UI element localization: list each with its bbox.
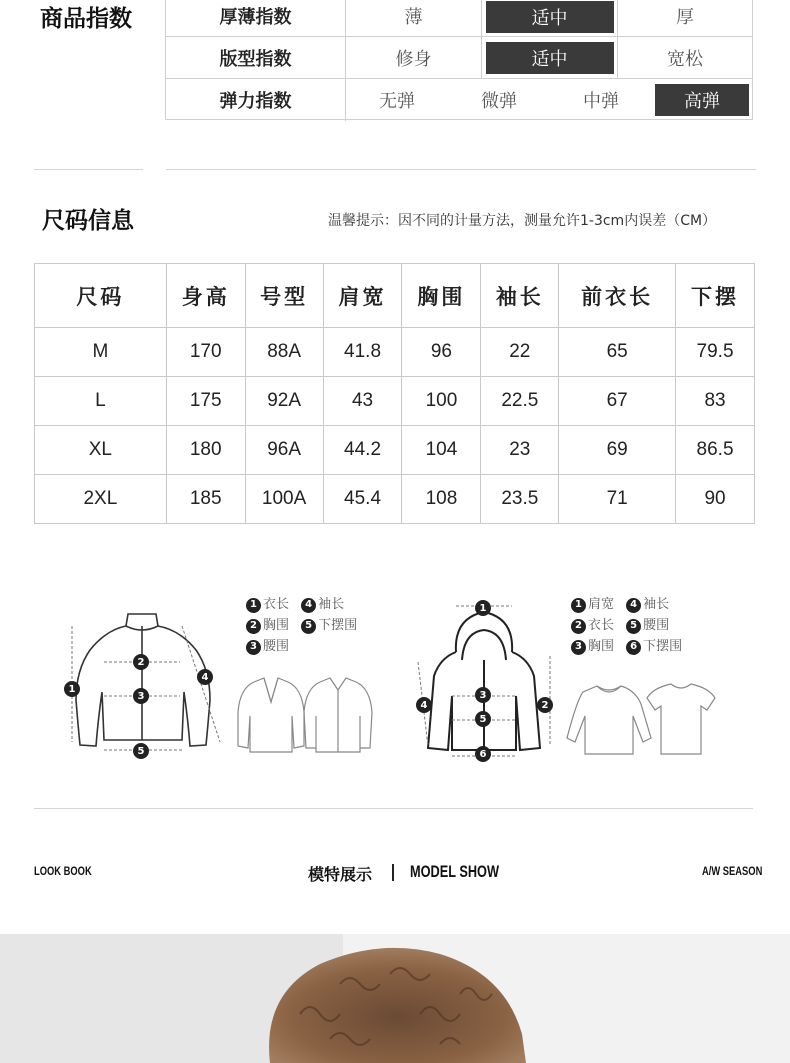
blazer-and-shirt-icons [234, 672, 382, 758]
legend-item [571, 616, 614, 636]
table-cell: 100 [402, 377, 481, 426]
model-show-title-en: MODEL SHOW [410, 862, 500, 881]
table-cell: 170 [166, 328, 245, 377]
table-cell: 69 [559, 426, 676, 475]
legend-label: 腰围 [263, 639, 290, 654]
table-cell: 180 [166, 426, 245, 475]
legend-label: 下摆围 [318, 618, 358, 633]
index-label: 版型指数 [166, 37, 346, 79]
look-book-label: LOOK BOOK [34, 864, 92, 878]
table-cell: 86.5 [676, 426, 755, 475]
selected-label: 高弹 [655, 84, 749, 116]
index-label: 弹力指数 [166, 79, 346, 121]
divider [34, 169, 143, 170]
legend-label: 衣长 [263, 597, 290, 612]
table-cell: 71 [559, 475, 676, 524]
size-info-title: 尺码信息 [42, 208, 134, 234]
divider [34, 808, 753, 809]
table-cell: 79.5 [676, 328, 755, 377]
legend-number: 5 [301, 619, 316, 634]
legend-item [246, 616, 289, 636]
index-option: 无弹 [379, 91, 415, 112]
table-cell: 43 [323, 377, 402, 426]
table-cell: 92A [245, 377, 323, 426]
product-index-table [165, 0, 753, 120]
model-show-title-cn: 模特展示 [308, 865, 373, 884]
legend-left [246, 594, 376, 657]
index-option-selected [482, 0, 618, 37]
legend-label: 袖长 [643, 597, 670, 612]
marker-3: 3 [475, 687, 491, 703]
table-cell: 41.8 [323, 328, 402, 377]
marker-5: 5 [475, 711, 491, 727]
sweater-and-tshirt-icons [563, 680, 718, 760]
legend-item [571, 595, 614, 615]
column-header: 胸围 [402, 264, 481, 328]
column-header: 下摆 [676, 264, 755, 328]
table-cell: 23 [481, 426, 559, 475]
table-cell: 44.2 [323, 426, 402, 475]
legend-number: 3 [571, 640, 586, 655]
marker-1: 1 [475, 600, 491, 616]
model-photo [0, 934, 790, 1063]
table-cell: 90 [676, 475, 755, 524]
column-header: 号型 [245, 264, 323, 328]
legend-label: 腰围 [643, 618, 670, 633]
column-header: 尺码 [35, 264, 167, 328]
index-option-selected [652, 79, 752, 121]
marker-3: 3 [133, 688, 149, 704]
legend-label: 肩宽 [588, 597, 615, 612]
legend-number: 4 [301, 598, 316, 613]
legend-number: 3 [246, 640, 261, 655]
index-label: 厚薄指数 [166, 0, 346, 37]
table-cell: 175 [166, 377, 245, 426]
table-cell: 88A [245, 328, 323, 377]
column-header: 袖长 [481, 264, 559, 328]
table-cell: 108 [402, 475, 481, 524]
hoodie-measure-illustration [404, 596, 564, 766]
size-tip: 温馨提示：因不同的计量方法，测量允许1-3cm内误差（CM） [328, 213, 717, 229]
table-cell: 2XL [35, 475, 167, 524]
legend-item [246, 595, 289, 615]
legend-right [571, 594, 711, 657]
legend-number: 6 [626, 640, 641, 655]
index-option: 修身 [346, 37, 482, 79]
legend-item [626, 616, 669, 636]
table-cell: M [35, 328, 167, 377]
table-cell: L [35, 377, 167, 426]
season-label: A/W SEASON [702, 864, 763, 878]
legend-item [301, 616, 357, 636]
marker-5: 5 [133, 743, 149, 759]
table-cell: 100A [245, 475, 323, 524]
legend-number: 5 [626, 619, 641, 634]
legend-number: 4 [626, 598, 641, 613]
product-index-title: 商品指数 [40, 6, 132, 32]
index-option: 中弹 [583, 91, 619, 112]
table-cell: 67 [559, 377, 676, 426]
table-cell: 22.5 [481, 377, 559, 426]
legend-label: 下摆围 [643, 639, 683, 654]
legend-number: 1 [246, 598, 261, 613]
index-row-elasticity [166, 78, 752, 121]
index-option: 厚 [676, 7, 694, 28]
legend-number: 2 [246, 619, 261, 634]
index-option: 宽松 [667, 49, 703, 70]
column-header: 身高 [166, 264, 245, 328]
legend-item [626, 595, 669, 615]
table-cell: 45.4 [323, 475, 402, 524]
legend-number: 1 [571, 598, 586, 613]
size-table-header [35, 264, 755, 328]
index-option: 薄 [346, 0, 482, 37]
marker-6: 6 [475, 746, 491, 762]
table-cell: 96A [245, 426, 323, 475]
table-cell: 22 [481, 328, 559, 377]
legend-label: 衣长 [588, 618, 615, 633]
index-row-thickness [166, 0, 752, 37]
table-row [35, 426, 755, 475]
marker-4: 4 [197, 669, 213, 685]
table-cell: 65 [559, 328, 676, 377]
legend-label: 胸围 [263, 618, 290, 633]
legend-item [301, 595, 344, 615]
model-hair-illustration [0, 934, 790, 1063]
column-header: 肩宽 [323, 264, 402, 328]
title-separator [392, 864, 394, 881]
marker-2: 2 [537, 697, 553, 713]
index-row-fit [166, 36, 752, 79]
column-header: 前衣长 [559, 264, 676, 328]
marker-2: 2 [133, 654, 149, 670]
size-table [34, 263, 755, 524]
table-cell: 96 [402, 328, 481, 377]
table-row [35, 475, 755, 524]
legend-label: 胸围 [588, 639, 615, 654]
table-cell: 23.5 [481, 475, 559, 524]
legend-item [626, 637, 682, 657]
table-cell: 185 [166, 475, 245, 524]
index-option: 微弹 [481, 91, 517, 112]
legend-number: 2 [571, 619, 586, 634]
table-row [35, 377, 755, 426]
table-cell: 104 [402, 426, 481, 475]
table-cell: XL [35, 426, 167, 475]
table-row [35, 328, 755, 377]
legend-item [246, 637, 289, 657]
marker-1: 1 [64, 681, 80, 697]
selected-label: 适中 [486, 1, 614, 33]
legend-label: 袖长 [318, 597, 345, 612]
legend-item [571, 637, 614, 657]
selected-label: 适中 [486, 42, 614, 74]
divider [166, 169, 756, 170]
marker-4: 4 [416, 697, 432, 713]
index-option-selected [482, 37, 618, 79]
table-cell: 83 [676, 377, 755, 426]
